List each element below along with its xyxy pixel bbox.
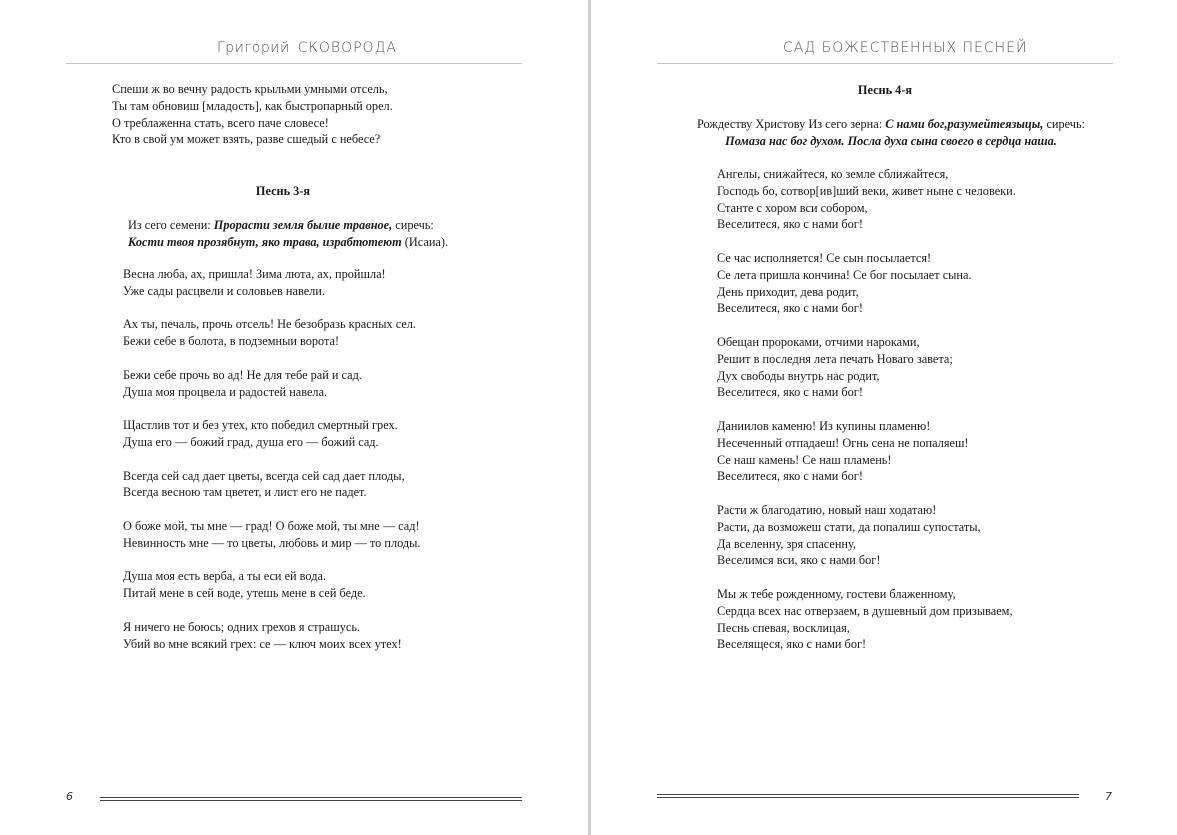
page-number: 6 xyxy=(66,790,73,803)
author-first-name: Григорий xyxy=(217,40,290,56)
verse-line: Веселитеся, яко с нами бог! xyxy=(717,301,863,316)
verse-line: Душа моя есть верба, а ты еси ей вода. xyxy=(123,569,326,584)
author-last-name: СКОВОРОДА xyxy=(297,40,398,56)
verse-line: Ангелы, снижайтеся, ко земле сближайтеся, xyxy=(717,167,949,181)
verse-line: Невинность мне — то цветы, любовь и мир — то плоды. xyxy=(123,535,421,550)
verse-line: Да вселенну, зря спасенну, xyxy=(717,536,856,551)
verse-line: Убий во мне всякий грех: се — ключ моих всех утех! xyxy=(123,636,402,651)
stanza xyxy=(717,418,1016,485)
verse-line: Обещан пророками, отчими нароками, xyxy=(717,334,920,349)
verse-line: Ты там обновиш [младость], как быстропарный орел. xyxy=(112,98,393,113)
left-page xyxy=(0,0,588,835)
stanza xyxy=(717,250,1016,317)
footer-rule xyxy=(100,797,522,798)
verse-line: Спеши ж во вечну радость крыльми умными отсель, xyxy=(112,82,388,96)
verse-line: Господь бо, сотвор[ив]ший веки, живет ныне с человеки. xyxy=(717,183,1016,198)
verse-line: Решит в последня лета печать Новаго завета; xyxy=(717,351,953,366)
right-page xyxy=(591,0,1177,835)
verse-line: День приходит, дева родит, xyxy=(717,284,859,299)
running-head-title: САД БОЖЕСТВЕННЫХ ПЕСНЕЙ xyxy=(783,40,1028,56)
verse-line: Станте с хором вси собором, xyxy=(717,200,868,215)
verse-line: Душа моя процвела и радостей навела. xyxy=(123,384,328,399)
stanza xyxy=(717,334,1016,401)
verse-line: Душа его — божий град, душа его — божий сад. xyxy=(123,434,379,449)
stanza xyxy=(123,568,420,602)
verse-line: Веселитеся, яко с нами бог! xyxy=(717,469,863,484)
verse-line: Бежи себе в болота, в подземныи ворота! xyxy=(123,334,340,349)
verse-line: Песнь спевая, восклицая, xyxy=(717,620,850,635)
verse-line: Мы ж тебе рожденному, гостеви блаженному, xyxy=(717,586,956,601)
verse-line: О боже мой, ты мне — град! О боже мой, ты мне — сад! xyxy=(123,518,420,533)
epigraph-connector: сиречь: xyxy=(392,218,434,232)
song-epigraph xyxy=(128,217,448,251)
running-head-author xyxy=(217,40,397,56)
footer-rule xyxy=(100,800,522,801)
epigraph-quote: Прорасти земля былие травное, xyxy=(213,218,393,232)
stanza xyxy=(123,518,420,552)
verse-line: Веселитеся, яко с нами бог! xyxy=(717,385,863,400)
verse-line: Всегда сей сад дает цветы, всегда сей сад дает плоды, xyxy=(123,468,405,483)
stanza xyxy=(717,586,1016,653)
verse-line: Расти, да возможеш стати, да попалиш супостаты, xyxy=(717,519,981,534)
verse-line: Щастлив тот и без утех, кто победил смертный грех. xyxy=(123,418,398,433)
footer-rule xyxy=(657,794,1079,795)
stanza xyxy=(123,417,420,451)
verse-line: Даниилов каменю! Из купины пламеню! xyxy=(717,418,931,433)
verse-line: Я ничего не боюсь; одних грехов я страшусь. xyxy=(123,619,361,634)
epigraph-quote: С нами бог,разумейтеязыцы, xyxy=(885,117,1044,131)
verse-line: Дух свободы внутрь нас родит, xyxy=(717,368,880,383)
verse-line: Веселимся вси, яко с нами бог! xyxy=(717,553,881,568)
stanza xyxy=(717,166,1016,233)
stanza xyxy=(123,266,420,300)
footer-rule xyxy=(657,797,1079,798)
stanza xyxy=(717,502,1016,569)
epigraph-quote: Помаза нас бог духом. Посла духа сына своего в сердца наша. xyxy=(725,133,1057,148)
page-number: 7 xyxy=(1105,790,1112,803)
verse-line: Уже сады расцвели и соловьев навели. xyxy=(123,283,325,298)
verse-line: Питай мене в сей воде, утешь мене в сей беде. xyxy=(123,586,366,601)
verse-line: Бежи себе прочь во ад! Не для тебе рай и сад. xyxy=(123,367,362,382)
epigraph-connector: сиречь: xyxy=(1043,117,1085,131)
verse-line: Расти ж благодатию, новый наш ходатаю! xyxy=(717,502,937,517)
verse-line: Сердца всех нас отверзаем, в душевный дом призываем, xyxy=(717,603,1013,618)
epigraph-quote: Кости твоя прозябнут, яко трава, израбтотеют xyxy=(128,234,402,249)
epigraph-source: (Исаиа). xyxy=(401,234,449,249)
intro-verse xyxy=(112,81,393,148)
verse-line: Се час исполняется! Се сын посылается! xyxy=(717,250,932,265)
stanza xyxy=(123,619,420,653)
verse-line: О треблаженна стать, всего паче словесе! xyxy=(112,115,329,130)
stanza xyxy=(123,468,420,502)
verse-line: Се лета пришла кончина! Се бог посылает сына. xyxy=(717,267,972,282)
epigraph-prefix: Из сего семени: xyxy=(128,218,214,232)
song-title: Песнь 3-я xyxy=(255,184,311,198)
header-rule xyxy=(657,63,1113,64)
verse-line: Веселящеся, яко с нами бог! xyxy=(717,637,867,652)
song-title: Песнь 4-я xyxy=(857,83,913,97)
song-epigraph xyxy=(657,116,1125,150)
song-stanzas xyxy=(717,166,1016,670)
verse-line: Веселитеся, яко с нами бог! xyxy=(717,217,863,232)
verse-line: Се наш камень! Се наш пламень! xyxy=(717,452,892,467)
song-stanzas xyxy=(123,266,420,669)
epigraph-prefix: Рождеству Христову Из сего зерна: xyxy=(696,117,886,131)
stanza xyxy=(123,367,420,401)
verse-line: Ах ты, печаль, прочь отсель! Не безобразь красных сел. xyxy=(123,317,417,332)
verse-line: Кто в свой ум может взять, разве сшедый с небесе? xyxy=(112,132,381,147)
stanza xyxy=(123,316,420,350)
verse-line: Несеченный отпадаеш! Огнь сена не попаляеш! xyxy=(717,435,969,450)
header-rule xyxy=(66,63,522,64)
verse-line: Весна люба, ах, пришла! Зима люта, ах, пройшла! xyxy=(123,267,386,281)
verse-line: Всегда весною там цветет, и лист его не падет. xyxy=(123,485,367,500)
